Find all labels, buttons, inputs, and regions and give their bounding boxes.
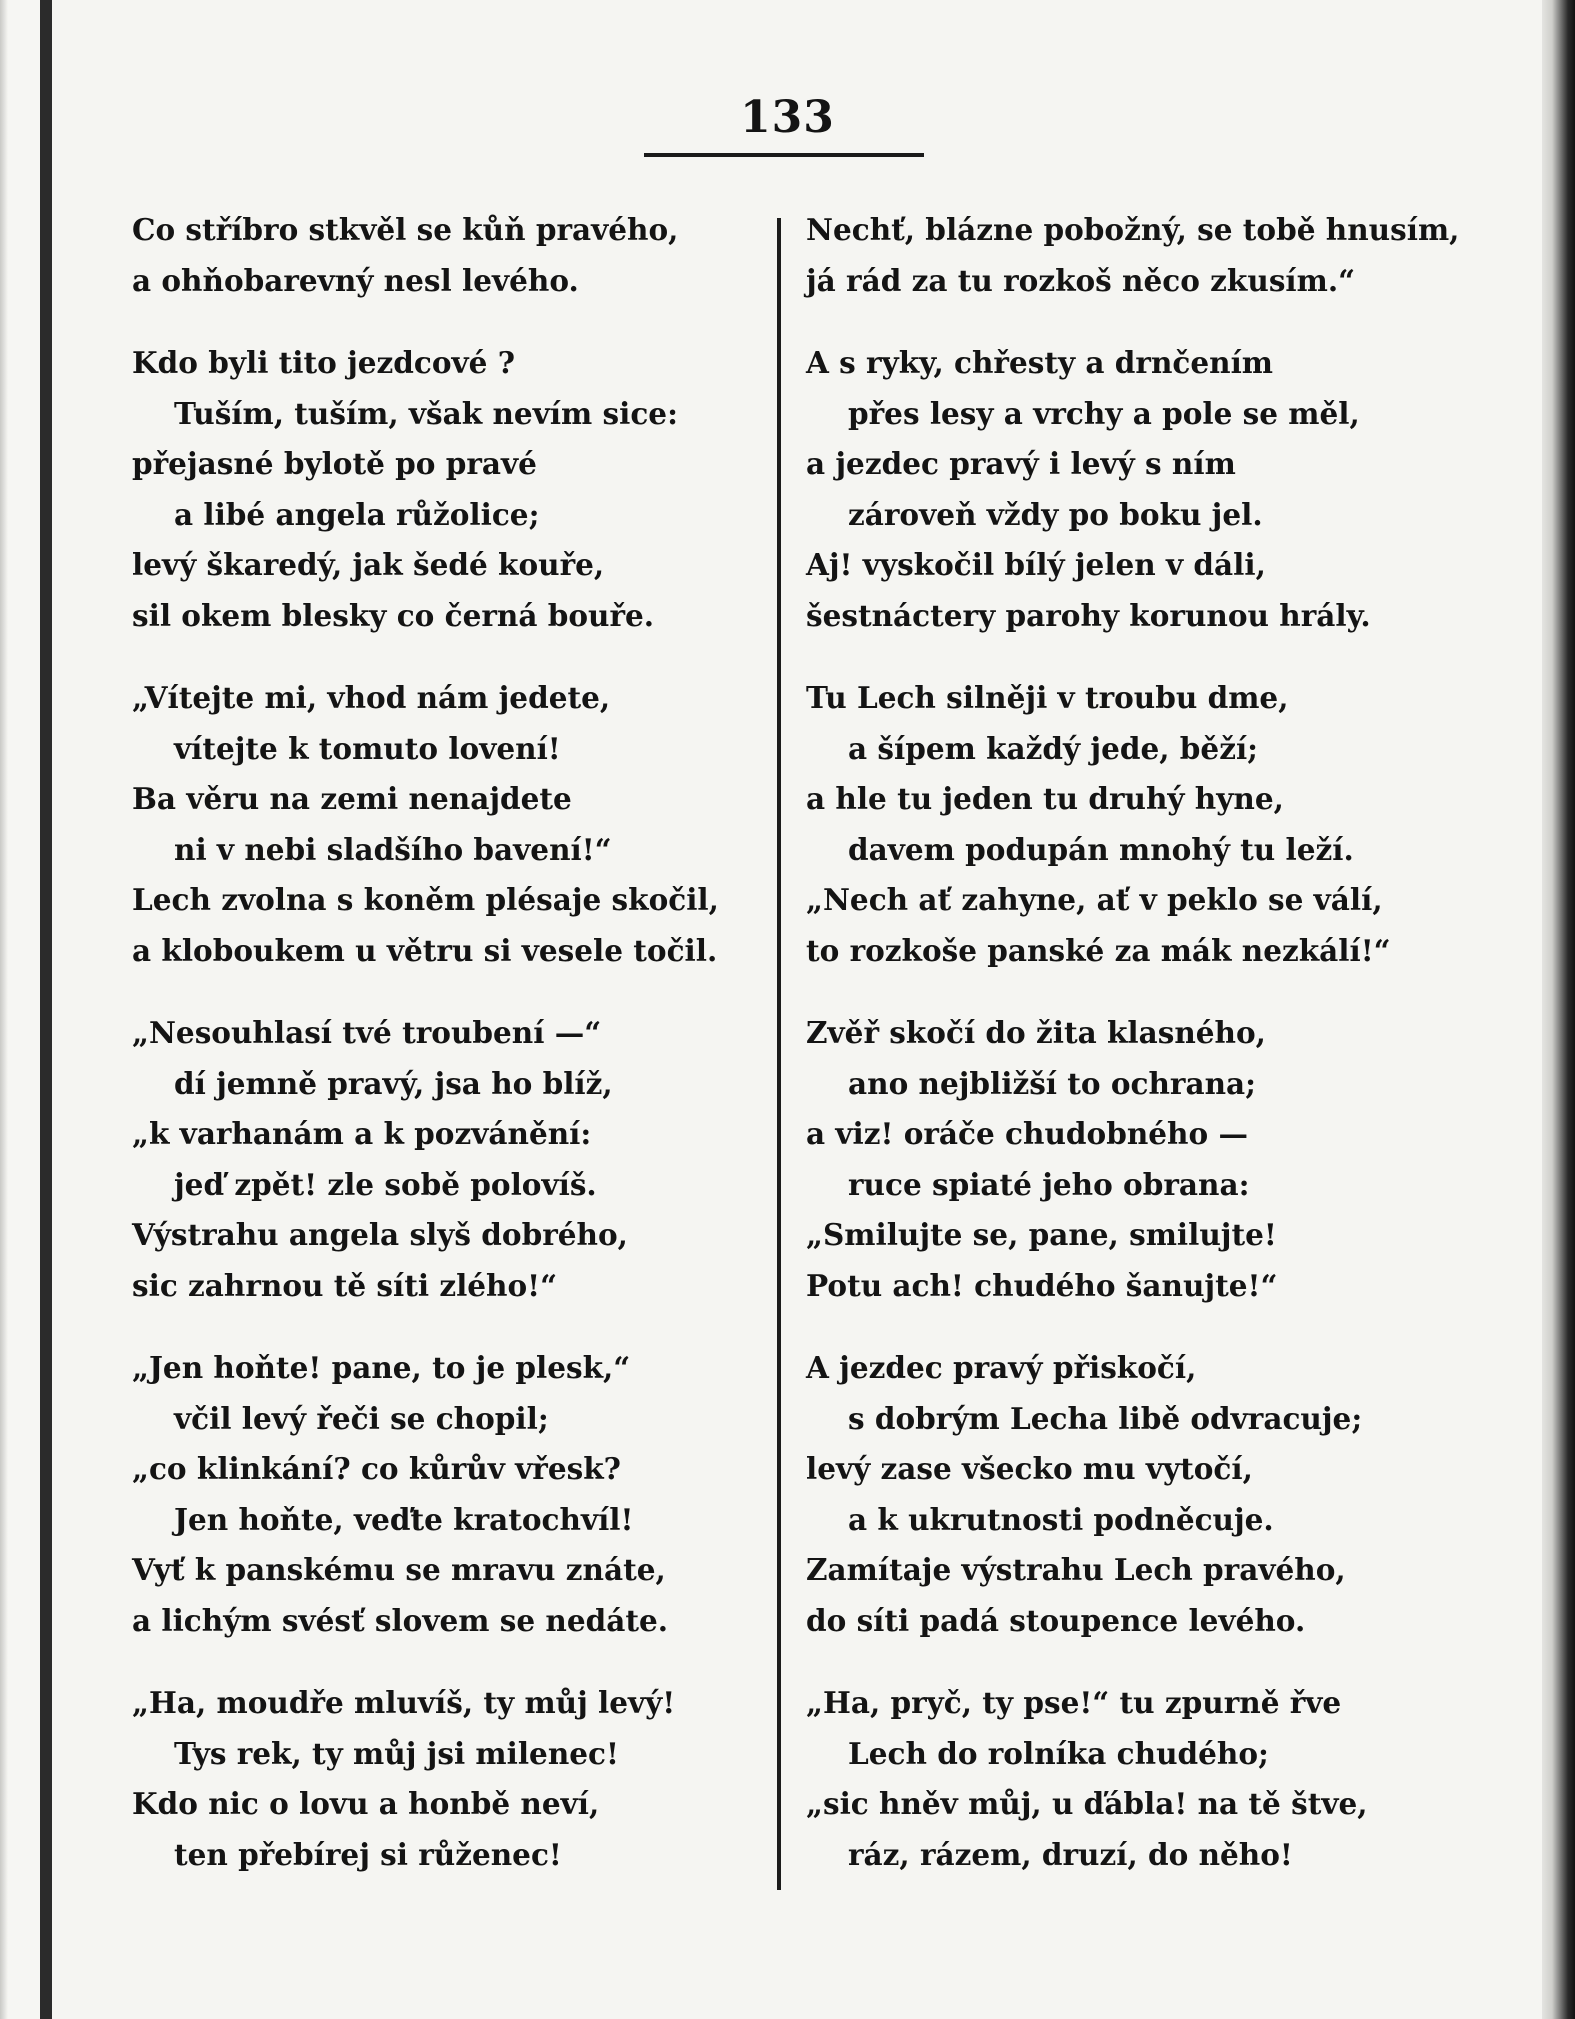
verse-line: přejasné bylotě po pravé [132,446,537,481]
verse-line: a libé angela růžolice; [174,496,540,532]
verse-line: a k ukrutnosti podněcuje. [848,1501,1274,1537]
verse-line: šestnáctery parohy korunou hrály. [806,597,1371,633]
verse-line: včil levý řeči se chopil; [174,1400,549,1436]
verse-line: „k varhanám a k pozvánění: [132,1116,592,1151]
verse-line: levý zase všecko mu vytočí, [806,1451,1253,1486]
verse-line: Tys rek, ty můj jsi milenec! [174,1735,619,1771]
verse-line: Zamítaje výstrahu Lech pravého, [806,1552,1346,1587]
verse-line: „Jen hoňte! pane, to je plesk,“ [132,1350,631,1385]
verse-line: ni v nebi sladšího bavení!“ [174,831,612,867]
verse-line: A jezdec pravý přiskočí, [806,1350,1197,1385]
page-number: 133 [740,92,835,143]
verse-line: „co klinkání? co kůrův vřesk? [132,1451,621,1486]
verse-line: Výstrahu angela slyš dobrého, [132,1217,628,1252]
header-rule [644,153,924,157]
book-binding-edge [40,0,52,2019]
verse-line: A s ryky, chřesty a drnčením [806,345,1273,380]
verse-line: Tu Lech silněji v troubu dme, [806,680,1289,715]
verse-line: „Nech ať zahyne, ať v peklo se válí, [806,882,1383,917]
verse-line: s dobrým Lecha libě odvracuje; [848,1400,1363,1436]
left-column [132,205,762,1912]
stanza [806,338,1541,641]
verse-line: a šípem každý jede, běží; [848,730,1259,766]
verse-line: levý škaredý, jak šedé kouře, [132,547,605,582]
verse-line: ráz, rázem, druzí, do něho! [848,1836,1293,1872]
verse-line: Ba věru na zemi nenajdete [132,781,572,816]
verse-line: dí jemně pravý, jsa ho blíž, [174,1065,613,1101]
verse-line: davem podupán mnohý tu leží. [848,831,1354,867]
verse-line: zároveň vždy po boku jel. [848,496,1263,532]
verse-line: to rozkoše panské za mák nezkálí!“ [806,932,1391,968]
verse-line: Kdo byli tito jezdcové ? [132,345,515,380]
verse-line: Lech do rolníka chudého; [848,1735,1269,1771]
verse-line: Tuším, tuším, však nevím sice: [174,395,678,431]
verse-line: Vyť k panskému se mravu znáte, [132,1552,666,1587]
verse-line: přes lesy a vrchy a pole se měl, [848,395,1360,431]
stanza [132,338,762,641]
verse-line: „Ha, moudře mluvíš, ty můj levý! [132,1685,676,1720]
verse-line: ruce spiaté jeho obrana: [848,1166,1250,1202]
verse-line: do síti padá stoupence levého. [806,1602,1306,1638]
verse-line: Lech zvolna s koněm plésaje skočil, [132,882,719,917]
verse-line: a jezdec pravý i levý s ním [806,446,1236,481]
verse-line: „Vítejte mi, vhod nám jedete, [132,680,611,715]
verse-line: ano nejbližší to ochrana; [848,1065,1257,1101]
verse-line: „Smilujte se, pane, smilujte! [806,1217,1277,1252]
stanza [806,673,1541,976]
verse-line: sil okem blesky co černá bouře. [132,597,655,633]
stanza [132,205,762,306]
verse-line: a viz! oráče chudobného — [806,1116,1248,1151]
verse-line: Zvěř skočí do žita klasného, [806,1015,1266,1050]
verse-line: jeď zpět! zle sobě polovíš. [174,1166,597,1202]
verse-line: a lichým svésť slovem se nedáte. [132,1602,669,1638]
verse-line: Nechť, blázne pobožný, se tobě hnusím, [806,212,1460,247]
verse-line: sic zahrnou tě síti zlého!“ [132,1267,558,1303]
verse-line: a hle tu jeden tu druhý hyne, [806,781,1284,816]
verse-line: Potu ach! chudého šanujte!“ [806,1267,1278,1303]
stanza [132,1008,762,1311]
verse-line: Kdo nic o lovu a honbě neví, [132,1786,600,1821]
stanza [132,673,762,976]
column-divider [777,218,781,1890]
verse-line: „Nesouhlasí tvé troubení —“ [132,1015,602,1050]
stanza [806,1008,1541,1311]
verse-line: „sic hněv můj, u ďábla! na tě štve, [806,1786,1368,1821]
stanza [806,205,1541,306]
verse-line: „Ha, pryč, ty pse!“ tu zpurně řve [806,1685,1342,1720]
verse-line: já rád za tu rozkoš něco zkusím.“ [806,262,1356,298]
right-column [806,205,1541,1912]
stanza [132,1343,762,1646]
verse-line: Aj! vyskočil bílý jelen v dáli, [806,547,1266,582]
verse-line: a ohňobarevný nesl levého. [132,262,579,298]
stanza [806,1678,1541,1880]
verse-line: ten přebírej si růženec! [174,1836,562,1872]
verse-line: Jen hoňte, veďte kratochvíl! [174,1501,634,1537]
verse-line: vítejte k tomuto lovení! [174,730,561,766]
stanza [132,1678,762,1880]
verse-line: a kloboukem u větru si vesele točil. [132,932,718,968]
stanza [806,1343,1541,1646]
verse-line: Co stříbro stkvěl se kůň pravého, [132,212,679,247]
